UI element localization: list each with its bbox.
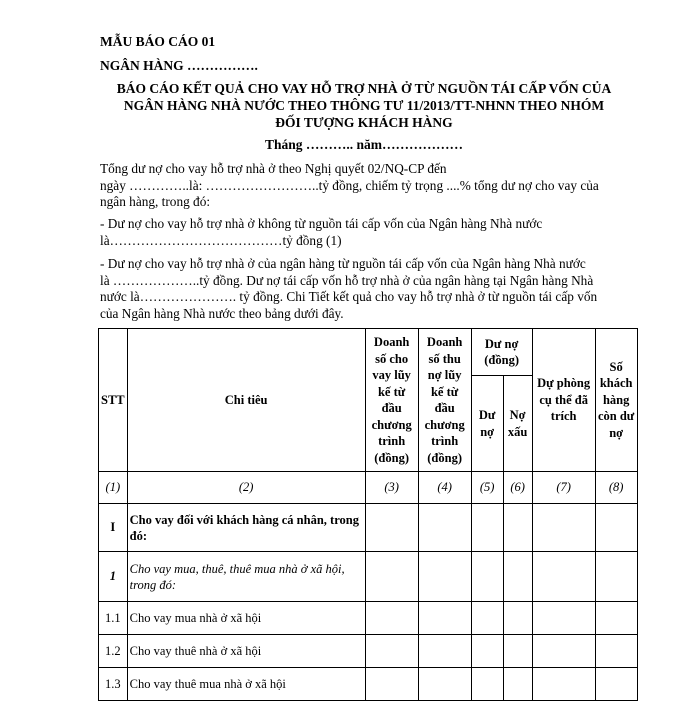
table-cell	[503, 552, 532, 602]
table-cell	[532, 635, 595, 668]
row-stt: 1.1	[99, 602, 128, 635]
paragraph-line: Tổng dư nợ cho vay hỗ trợ nhà ở theo Nghị quyết 02/NQ-CP đến	[100, 161, 447, 176]
row-label: Cho vay thuê mua nhà ở xã hội	[127, 668, 365, 701]
header-so-khach-hang: Số khách hàng còn dư nợ	[595, 329, 637, 472]
header-doanh-so-cho-vay: Doanh số cho vay lũy kế từ đầu chương trình (đồng)	[365, 329, 418, 472]
table-cell	[365, 635, 418, 668]
paragraph-line: là…………………………………tỷ đồng (1)	[100, 232, 342, 248]
table-cell	[595, 504, 637, 552]
table-cell	[418, 602, 471, 635]
column-number: (7)	[532, 472, 595, 504]
paragraph-total-outstanding	[100, 161, 640, 211]
table-cell	[503, 668, 532, 701]
row-stt: I	[99, 504, 128, 552]
table-cell	[418, 668, 471, 701]
report-title	[98, 80, 630, 131]
column-number-row	[99, 472, 638, 504]
paragraph-line: - Dư nợ cho vay hỗ trợ nhà ở không từ nguồn tái cấp vốn của Ngân hàng Nhà nước	[100, 216, 543, 231]
header-doanh-so-thu-no: Doanh số thu nợ lũy kế từ đầu chương trình (đồng)	[418, 329, 471, 472]
header-du-no: Dư nợ	[471, 376, 503, 472]
row-stt: 1.2	[99, 635, 128, 668]
report-table	[98, 328, 638, 701]
table-row	[99, 602, 638, 635]
table-row	[99, 668, 638, 701]
table-row	[99, 504, 638, 552]
column-number: (3)	[365, 472, 418, 504]
table-cell	[471, 552, 503, 602]
table-cell	[532, 504, 595, 552]
title-line-2: NGÂN HÀNG NHÀ NƯỚC THEO THÔNG TƯ 11/2013/TT-NHNN THEO NHÓM	[123, 98, 605, 113]
table-cell	[365, 668, 418, 701]
table-cell	[532, 668, 595, 701]
bank-name-line: NGÂN HÀNG …………….	[100, 58, 258, 73]
row-label: Cho vay mua nhà ở xã hội	[127, 602, 365, 635]
report-period: Tháng ……….. năm………………	[264, 137, 464, 152]
table-cell	[418, 552, 471, 602]
paragraph-line: ngày …………..là: ……………………..tỷ đồng, chiếm tỷ trọng ....% tổng dư nợ cho vay của	[100, 177, 599, 193]
title-line-3: ĐỐI TƯỢNG KHÁCH HÀNG	[275, 115, 453, 130]
row-label: Cho vay thuê nhà ở xã hội	[127, 635, 365, 668]
table-cell	[471, 602, 503, 635]
table-cell	[532, 552, 595, 602]
paragraph-refinance	[100, 256, 640, 322]
header-du-no-group: Dư nợ (đồng)	[471, 329, 532, 376]
header-no-xau: Nợ xấu	[503, 376, 532, 472]
table-cell	[595, 552, 637, 602]
table-cell	[503, 635, 532, 668]
column-number: (5)	[471, 472, 503, 504]
row-label: Cho vay mua, thuê, thuê mua nhà ở xã hội, trong đó:	[127, 552, 365, 602]
column-number: (2)	[127, 472, 365, 504]
table-cell	[532, 602, 595, 635]
column-number: (8)	[595, 472, 637, 504]
table-cell	[471, 668, 503, 701]
form-code: MẪU BÁO CÁO 01	[100, 34, 216, 49]
paragraph-line: ngân hàng, trong đó:	[100, 194, 211, 209]
paragraph-line: của Ngân hàng Nhà nước theo bảng dưới đây.	[100, 305, 344, 321]
paragraph-line: nước là…………………. tỷ đồng. Chi Tiết kết quả cho vay hỗ trợ nhà ở từ nguồn tái cấp vốn	[100, 289, 598, 304]
paragraph-line: - Dư nợ cho vay hỗ trợ nhà ở của ngân hàng từ nguồn tái cấp vốn của Ngân hàng Nhà nước	[100, 256, 586, 271]
table-cell	[365, 552, 418, 602]
header-chi-tieu: Chi tiêu	[127, 329, 365, 472]
table-cell	[595, 635, 637, 668]
header-row	[99, 329, 638, 376]
row-label: Cho vay đối với khách hàng cá nhân, trong đó:	[127, 504, 365, 552]
paragraph-line: là ………………..tỷ đồng. Dư nợ tái cấp vốn hỗ trợ nhà ở của ngân hàng tại Ngân hàng Nhà	[100, 272, 594, 288]
table-cell	[365, 602, 418, 635]
column-number: (1)	[99, 472, 128, 504]
table-row	[99, 635, 638, 668]
table-cell	[595, 668, 637, 701]
table-row	[99, 552, 638, 602]
row-stt: 1	[99, 552, 128, 602]
table-cell	[595, 602, 637, 635]
table-cell	[418, 504, 471, 552]
table-cell	[471, 504, 503, 552]
title-line-1: BÁO CÁO KẾT QUẢ CHO VAY HỖ TRỢ NHÀ Ở TỪ NGUỒN TÁI CẤP VỐN CỦA	[116, 81, 612, 96]
column-number: (4)	[418, 472, 471, 504]
table-cell	[503, 602, 532, 635]
table-cell	[471, 635, 503, 668]
column-number: (6)	[503, 472, 532, 504]
header-du-phong: Dự phòng cụ thể đã trích	[532, 329, 595, 472]
row-stt: 1.3	[99, 668, 128, 701]
paragraph-non-refinance	[100, 216, 640, 249]
table-cell	[503, 504, 532, 552]
table-cell	[365, 504, 418, 552]
table-cell	[418, 635, 471, 668]
header-stt: STT	[99, 329, 128, 472]
